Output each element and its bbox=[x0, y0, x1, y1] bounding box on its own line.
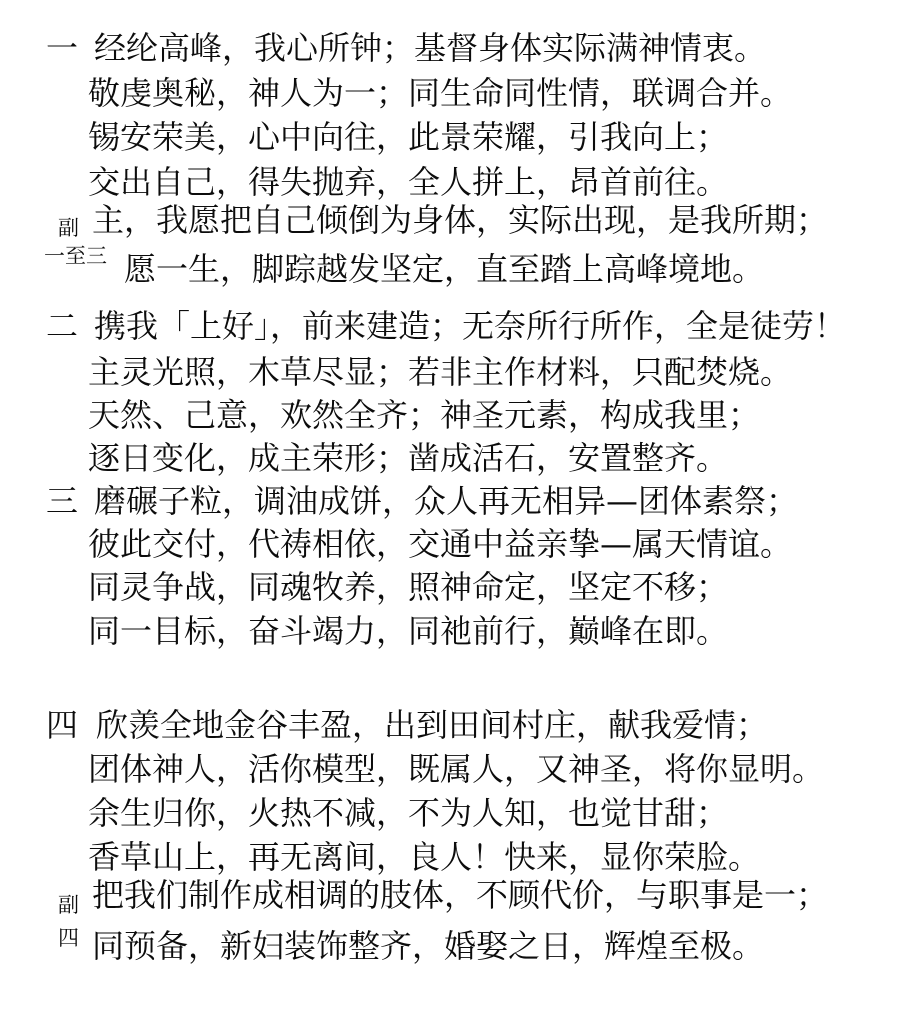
stanza-4-line-1: 欣羡全地金谷丰盈，出到田间村庄，献我爱情； bbox=[96, 706, 769, 744]
stanza-2-line-3: 天然、己意，欢然全齐；神圣元素，构成我里； bbox=[88, 396, 761, 434]
stanza-1-line-3: 锡安荣美，心中向往，此景荣耀，引我向上； bbox=[88, 118, 729, 156]
stanza-3-line-3: 同灵争战，同魂牧养，照神命定，坚定不移； bbox=[88, 568, 729, 606]
chorus-1-line-1: 主，我愿把自己倾倒为身体，实际出现，是我所期； bbox=[92, 201, 829, 239]
stanza-4-line-4: 香草山上，再无离间，良人！快来，显你荣脸。 bbox=[88, 838, 761, 876]
stanza-2-line-1: 携我「上好」，前来建造；无奈所行所作，全是徒劳！ bbox=[94, 307, 847, 345]
chorus-1-line-2: 愿一生，脚踪越发坚定，直至踏上高峰境地。 bbox=[124, 250, 765, 288]
stanza-1-number: 一 bbox=[46, 29, 79, 67]
chorus-1-label-bottom: 一至三 bbox=[44, 244, 107, 268]
stanza-4-line-3: 余生归你，火热不减，不为人知，也觉甘甜； bbox=[88, 794, 729, 832]
stanza-3-number: 三 bbox=[46, 482, 79, 520]
stanza-3-line-2: 彼此交付，代祷相依，交通中益亲挚—属天情谊。 bbox=[88, 525, 793, 563]
stanza-1-line-2: 敬虔奥秘，神人为一；同生命同性情，联调合并。 bbox=[88, 74, 793, 112]
chorus-2-label-top: 副 bbox=[58, 893, 79, 917]
chorus-2-label-bottom: 四 bbox=[58, 926, 79, 950]
stanza-2-line-2: 主灵光照，木草尽显；若非主作材料，只配焚烧。 bbox=[88, 353, 793, 391]
chorus-2-line-1: 把我们制作成相调的肢体，不顾代价，与职事是一； bbox=[92, 876, 829, 914]
stanza-3-line-4: 同一目标，奋斗竭力，同祂前行，巅峰在即。 bbox=[88, 612, 729, 650]
stanza-4-number: 四 bbox=[46, 706, 79, 744]
stanza-4-line-2: 团体神人，活你模型，既属人，又神圣，将你显明。 bbox=[88, 750, 825, 788]
stanza-1-line-4: 交出自己，得失抛弃，全人拼上，昂首前往。 bbox=[88, 163, 729, 201]
chorus-1-label-top: 副 bbox=[58, 216, 79, 240]
stanza-3-line-1: 磨碾子粒，调油成饼，众人再无相异—团体素祭； bbox=[94, 482, 799, 520]
stanza-2-line-4: 逐日变化，成主荣形；凿成活石，安置整齐。 bbox=[88, 439, 729, 477]
stanza-2-number: 二 bbox=[46, 307, 79, 345]
chorus-2-line-2: 同预备，新妇装饰整齐，婚娶之日，辉煌至极。 bbox=[92, 927, 765, 965]
stanza-1-line-1: 经纶高峰，我心所钟；基督身体实际满神情衷。 bbox=[94, 29, 767, 67]
